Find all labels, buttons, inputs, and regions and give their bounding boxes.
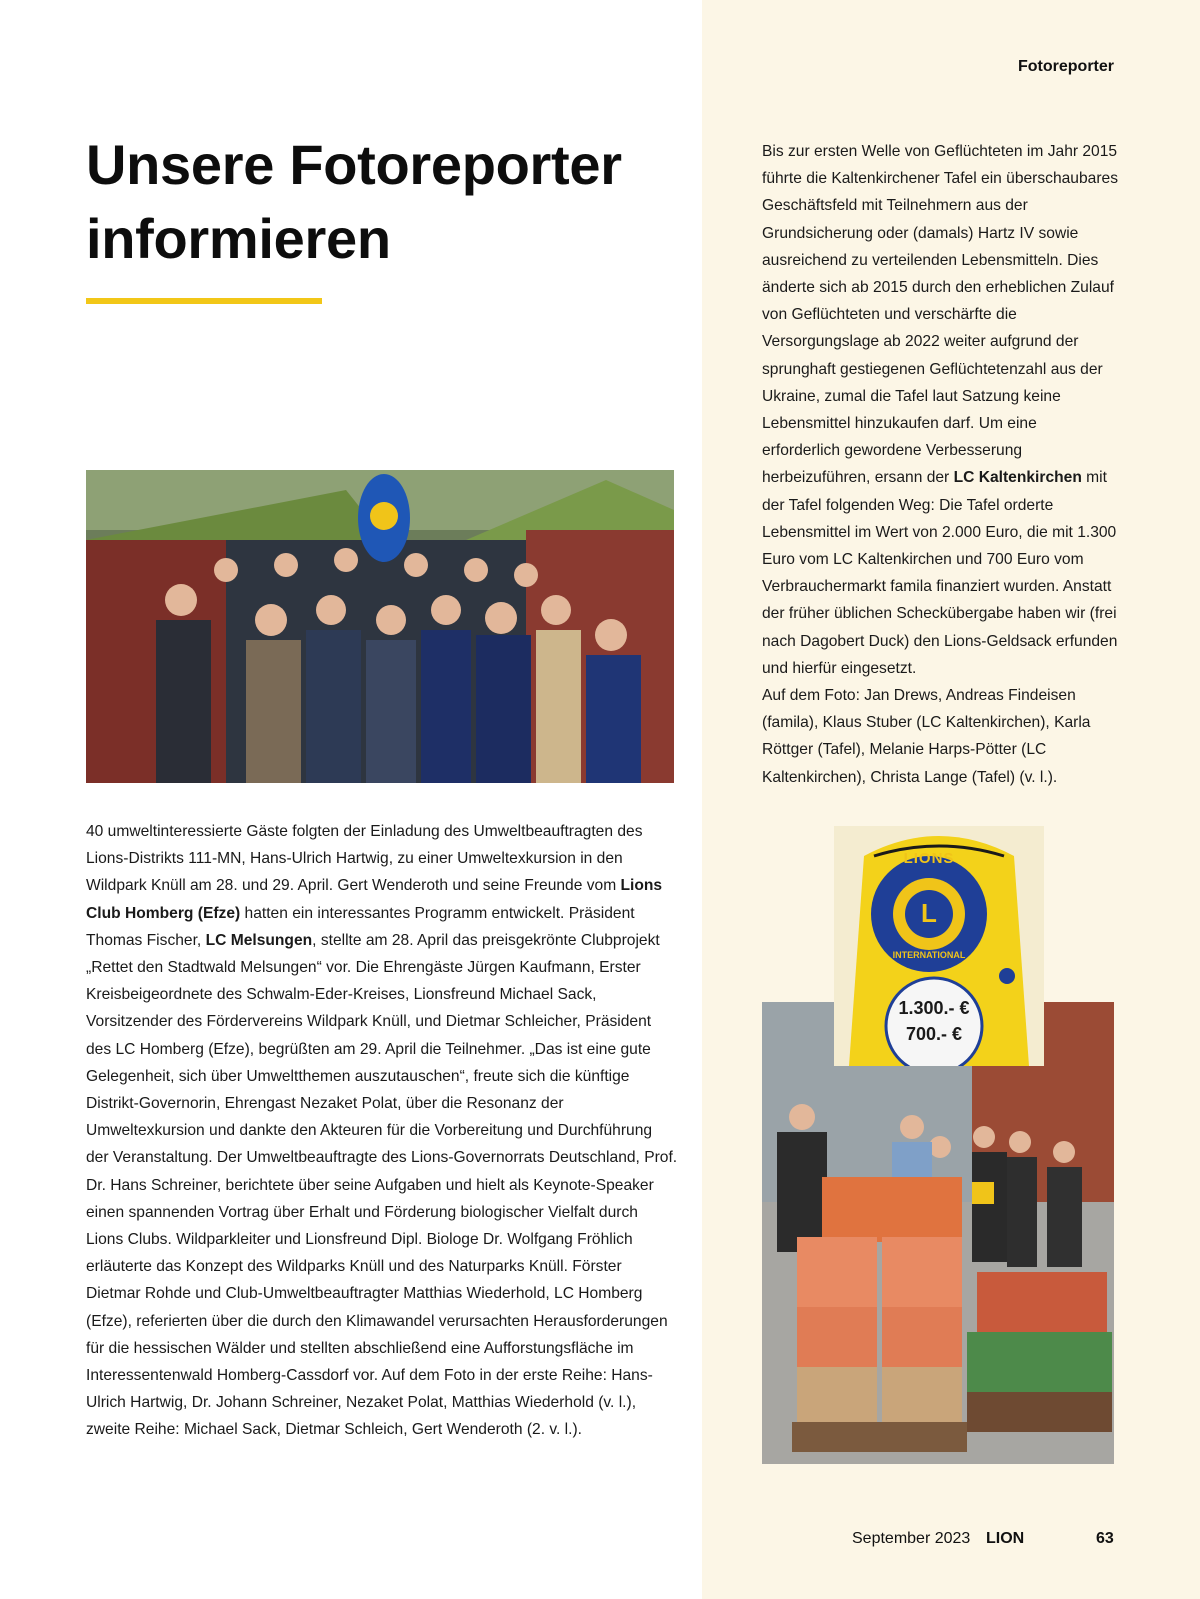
left-article-club-name: Lions Club Homberg (Efze) bbox=[86, 877, 663, 922]
bag-amount-2: 700.- € bbox=[905, 1024, 963, 1044]
section-label: Fotoreporter bbox=[1018, 58, 1114, 75]
headline bbox=[86, 128, 686, 276]
group-photo bbox=[86, 470, 674, 783]
page-number: 63 bbox=[1096, 1530, 1114, 1547]
food-donation-illustration bbox=[762, 1002, 1114, 1464]
footer-brand: LION bbox=[986, 1530, 1025, 1547]
food-donation-photo bbox=[762, 1002, 1114, 1464]
bag-logo-letter: L bbox=[921, 898, 937, 928]
left-article-part-2: hatten ein interessantes Programm entwickelt. Präsident Thomas Fischer, bbox=[86, 904, 635, 949]
right-article-club-name: LC Kaltenkirchen bbox=[953, 469, 1082, 487]
headline-line-1: Unsere Fotoreporter bbox=[86, 133, 622, 196]
headline-line-2: informieren bbox=[86, 207, 391, 270]
left-article-part-3: , stellte am 28. April das preisgekrönte Clubprojekt „Rettet den Stadtwald Melsungen“ vor. Die Ehrengäste Jürgen Kaufmann, Erster Kreisbeigeordnete des Schwalm-Eder-Kreises, Lionsfreund Michael Sack, Vorsitzender des Fördervereins Wildpark Knüll, und Dietmar Schleicher, Präsident des LC Homberg (Efze), begrüßten am 29. April die Teilnehmer. „Das ist eine gute Gelegenheit, sich über Umweltthemen auszutauschen“, freute sich die künftige Distrikt-Governorin, Ehrengast Nezaket Polat, über die Resonanz der Umweltexkursion und dankte den Akteuren für die Vorbereitung und Durchführung der Veranstaltung. Der Umweltbeauftragte des Lions-Governorrats Deutschland, Prof. Dr. Hans Schreiner, berichtete über seine Aufgaben und hielt als Keynote-Speaker einen spannenden Vortrag über Erhalt und Förderung biologischer Vielfalt durch Lions Clubs. Wildparkleiter und Lionsfreund Dipl. Biologe Dr. Wolfgang Fröhlich erläuterte das Konzept des Wildparks Knüll und des Naturparks Knüll. Förster Dietmar Rohde und Club-Umweltbeauftragter Matthias Wiederhold, LC Homberg (Efze), referierten über die durch den Klimawandel verursachten Herausforderungen für die hessischen Wälder und stellten abschließend eine Aufforstungsfläche im Interessentenwald Homberg-Cassdorf vor. Auf dem Foto in der erste Reihe: Hans-Ulrich Hartwig, Dr. Johann Schreiner, Nezaket Polat, Matthias Wiederhold (v. l.), zweite Reihe: Michael Sack, Dietmar Schleich, Gert Wenderoth (2. v. l.). bbox=[86, 931, 678, 1439]
left-article-club-name-2: LC Melsungen bbox=[205, 931, 313, 949]
right-article-photo-caption: Auf dem Foto: Jan Drews, Andreas Findeisen (famila), Klaus Stuber (LC Kaltenkirchen), Karla Röttger (Tafel), Melanie Harps-Pötter (LC Kaltenkirchen), Christa Lange (Tafel) (v. l.). bbox=[762, 687, 1091, 786]
right-article-text bbox=[762, 138, 1118, 791]
headline-accent-bar bbox=[86, 298, 322, 304]
bag-amount-1: 1.300.- € bbox=[898, 998, 970, 1018]
bag-logo-top: LIONS bbox=[903, 850, 955, 867]
right-article-part-1: Bis zur ersten Welle von Geflüchteten im Jahr 2015 führte die Kaltenkirchener Tafel ein überschaubares Geschäftsfeld mit Teilnehmern aus der Grundsicherung oder (damals) Hartz IV sowie ausreichend zu verteilenden Lebensmitteln. Dies änderte sich ab 2015 durch den erheblichen Zulauf von Geflüchteten und verschärfte die Versorgungslage ab 2022 weiter aufgrund der sprunghaft gestiegenen Geflüchtetenzahl aus der Ukraine, zumal die Tafel laut Satzung keine Lebensmittel hinzukaufen darf. Um eine erforderlich gewordene Verbesserung herbeizuführen, ersann der bbox=[762, 143, 1118, 487]
left-article-part-1: 40 umweltinteressierte Gäste folgten der Einladung des Umweltbeauftragten des Lions-Distrikts 111-MN, Hans-Ulrich Hartwig, zu einer Umweltexkursion in den Wildpark Knüll am 28. und 29. April. Gert Wenderoth und seine Freunde vom bbox=[86, 823, 643, 895]
left-article-text bbox=[86, 818, 678, 1444]
bag-logo-bottom: INTERNATIONAL bbox=[892, 950, 966, 960]
group-photo-illustration bbox=[86, 470, 674, 783]
footer-date: September 2023 bbox=[852, 1530, 971, 1547]
right-article-part-2: mit der Tafel folgenden Weg: Die Tafel orderte Lebensmittel im Wert von 2.000 Euro, die mit 1.300 Euro vom LC Kaltenkirchen und 700 Euro vom Verbrauchermarkt famila finanziert wurden. Anstatt der früher üblichen Scheckübergabe haben wir (frei nach Dagobert Duck) den Lions-Geldsack erfunden und hierfür eingesetzt. bbox=[762, 469, 1118, 677]
lions-money-bag-photo bbox=[834, 826, 1044, 1066]
